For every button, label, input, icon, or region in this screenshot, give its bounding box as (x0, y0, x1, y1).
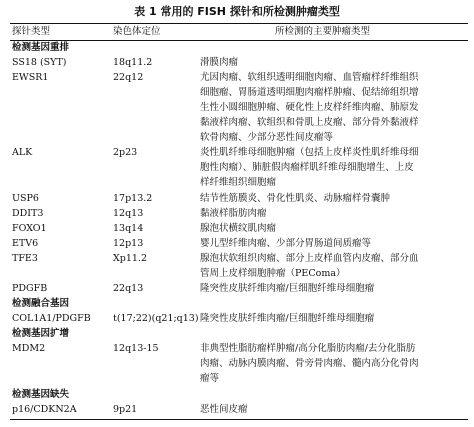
table-row-location: 12q13-15 (113, 343, 159, 354)
table-title: 表 1 常用的 FISH 探针和所检测肿瘤类型 (134, 5, 340, 18)
table-row-tumor-line: 恶性间皮瘤 (200, 404, 248, 415)
table-row-location: t(17;22)(q21;q13) (113, 313, 199, 324)
table-row-probe: DDIT3 (12, 208, 44, 219)
table-row-probe: p16/CDKN2A (12, 404, 77, 415)
table-row-tumor-line: 结节性筋膜炎、骨化性肌炎、动脉瘤样骨囊肿 (200, 193, 391, 204)
section-rearrangement: 检测基因重排 (12, 42, 70, 53)
header-rule (10, 40, 468, 41)
table-row-location: 12q13 (113, 208, 144, 219)
table-row-tumor-line: 隆突性皮肤纤维肉瘤/巨细胞纤维母细胞瘤 (200, 283, 375, 294)
header-tumor-types: 所检测的主要肿瘤类型 (275, 26, 371, 37)
table-row-location: 9p21 (113, 404, 138, 415)
table-row-probe: TFE3 (12, 253, 38, 264)
table-row-tumor-line: 隆突性皮肤纤维肉瘤/巨细胞纤维母细胞瘤 (200, 313, 375, 324)
table-row-location: 22q12 (113, 72, 144, 83)
table-row-probe: MDM2 (12, 343, 46, 354)
table-row-location: 22q13 (113, 283, 144, 294)
table-row-probe: COL1A1/PDGFB (12, 313, 91, 324)
table-row-probe: ALK (12, 147, 33, 158)
table-row-tumor-line: 瘤等 (200, 373, 220, 384)
table-row-location: Xp11.2 (113, 253, 147, 264)
top-rule (10, 23, 468, 24)
table-row-tumor-line: 黏液样肉瘤、软组织和骨肌上皮瘤、部分骨外黏液样 (200, 117, 419, 128)
section-deletion: 检测基因缺失 (12, 389, 70, 400)
table-row-probe: SS18 (SYT) (12, 57, 67, 68)
table-row-tumor-line: 婴儿型纤维肉瘤、少部分胃肠道间质瘤等 (200, 238, 372, 249)
bottom-rule (10, 419, 468, 420)
header-chromosome-location: 染色体定位 (113, 26, 161, 37)
table-row-tumor-line: 腺泡状横纹肌肉瘤 (200, 223, 277, 234)
table-row-location: 13q14 (113, 223, 144, 234)
table-row-probe: ETV6 (12, 238, 39, 249)
table-row-tumor-line: 管周上皮样细胞肿瘤（PEComa） (200, 268, 346, 279)
header-probe-type: 探针类型 (12, 26, 51, 37)
table-row-tumor-line: 肉瘤、动脉内膜肉瘤、骨旁骨肉瘤、髓内高分化骨肉 (200, 358, 419, 369)
section-fusion: 检测融合基因 (12, 298, 70, 309)
table-row-tumor-line: 非典型性脂肪瘤样肿瘤/高分化脂肪肉瘤/去分化脂肪 (200, 343, 416, 354)
table-row-probe: PDGFB (12, 283, 48, 294)
table-row-tumor-line: 生性小圆细胞肿瘤、硬化性上皮样纤维肉瘤、肺原发 (200, 102, 419, 113)
table-row-probe: FOXO1 (12, 223, 47, 234)
table-row-tumor-line: 腺泡状软组织肉瘤、部分上皮样血管内皮瘤、部分血 (200, 253, 419, 264)
table-row-location: 12p13 (113, 238, 144, 249)
table-row-tumor-line: 样纤维组织细胞瘤 (200, 177, 277, 188)
table-row-tumor-line: 黏液样脂肪肉瘤 (200, 208, 267, 219)
table-row-tumor-line: 炎性肌纤维母细胞肿瘤（包括上皮样炎性肌纤维母细 (200, 147, 419, 158)
table-row-tumor-line: 尤因肉瘤、软组织透明细胞肉瘤、血管瘤样纤维组织 (200, 72, 419, 83)
table-row-probe: EWSR1 (12, 72, 49, 83)
table-row-tumor-line: 软骨肉瘤、少部分恶性间皮瘤等 (200, 132, 334, 143)
table-row-tumor-line: 胞性肉瘤）、肺脏假肉瘤样肌纤维母细胞增生、上皮 (200, 162, 414, 173)
table-row-location: 18q11.2 (113, 57, 153, 68)
table-row-location: 2p23 (113, 147, 138, 158)
table-row-tumor-line: 细胞瘤、胃肠道透明细胞肉瘤样肿瘤、促结缔组织增 (200, 87, 419, 98)
table-row-location: 17p13.2 (113, 193, 153, 204)
section-amplification: 检测基因扩增 (12, 328, 70, 339)
table-row-probe: USP6 (12, 193, 39, 204)
table-row-tumor-line: 滑膜肉瘤 (200, 57, 239, 68)
